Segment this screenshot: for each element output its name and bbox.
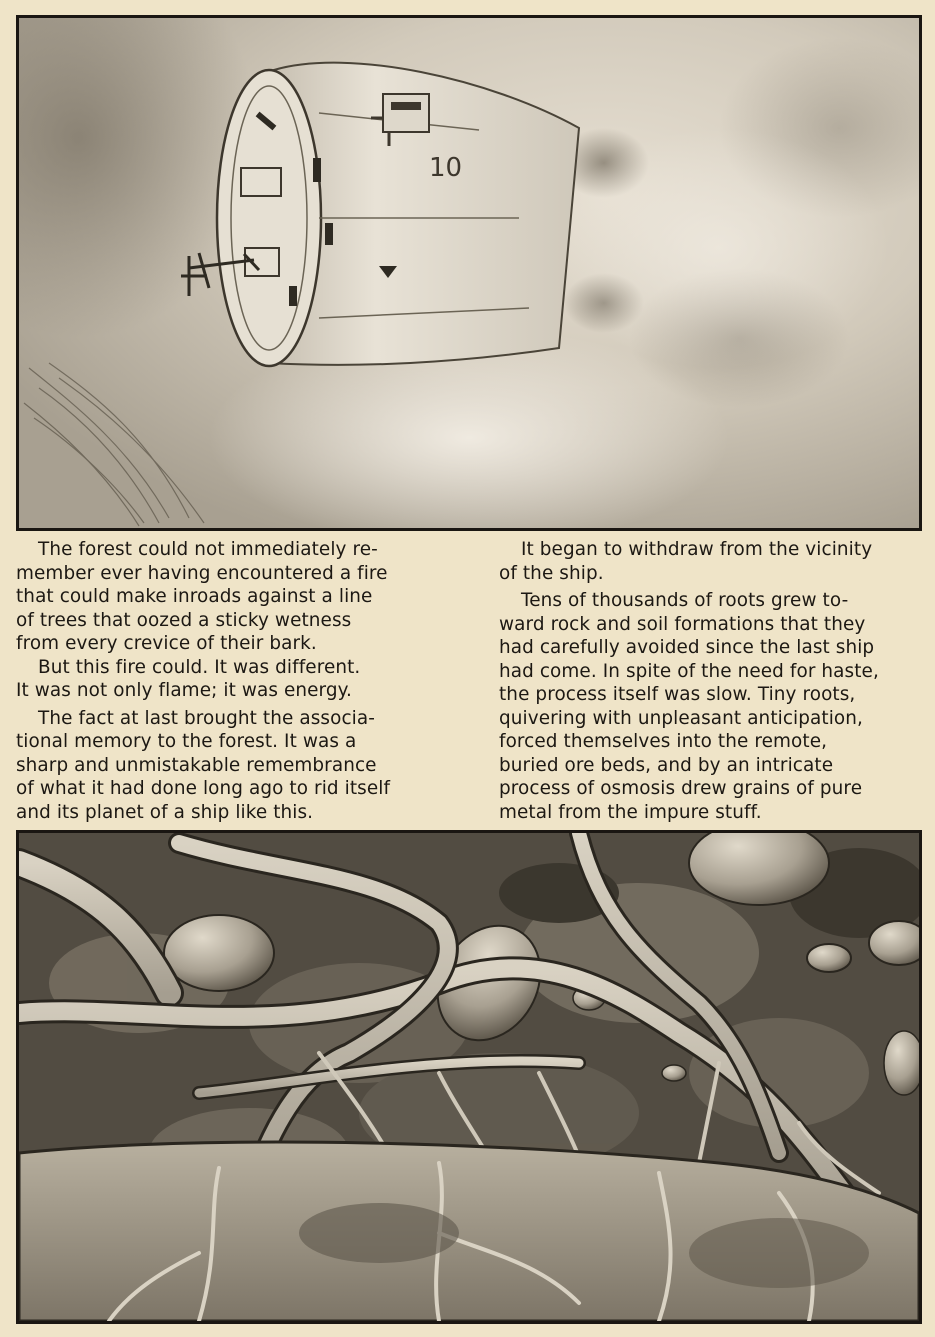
text-line: quivering with unpleasant anticipation,	[499, 707, 863, 729]
text-line: But this fire could. It was different.	[38, 656, 361, 678]
hull-number: 10	[429, 153, 463, 183]
port-light	[325, 223, 333, 245]
text-line: buried ore beds, and by an intricate	[499, 754, 834, 776]
ore-stone	[662, 1065, 686, 1081]
roots-scene	[19, 833, 919, 1321]
ship-nose	[217, 70, 321, 366]
text-line: of what it had done long ago to rid itself	[16, 778, 391, 799]
mound-shadow	[689, 1218, 869, 1288]
text-line: of trees that oozed a sticky wetness	[16, 609, 352, 631]
text-line: It began to withdraw from the vicinity	[521, 539, 873, 560]
ore-stone	[869, 921, 919, 965]
port-light	[289, 286, 297, 306]
text-column-left	[16, 538, 464, 824]
ore-stone	[164, 915, 274, 991]
paragraph	[16, 707, 464, 825]
paragraph	[16, 538, 464, 656]
paragraph	[499, 538, 929, 585]
port-light	[313, 158, 321, 182]
text-line: The fact at last brought the associa-	[38, 707, 375, 729]
text-line: Tens of thousands of roots grew to-	[521, 590, 849, 611]
spaceship	[181, 63, 579, 366]
text-line: sharp and unmistakable remembrance	[16, 754, 377, 776]
illustration-spaceship	[16, 15, 922, 531]
text-line: The forest could not immediately re-	[38, 539, 378, 560]
ore-stone	[884, 1031, 919, 1095]
text-column-right	[499, 538, 929, 824]
mist-glow	[549, 128, 889, 368]
paragraph	[16, 656, 464, 703]
text-line: and its planet of a ship like this.	[16, 801, 314, 823]
mound-shadow	[299, 1203, 459, 1263]
text-line: member ever having encountered a fire	[16, 562, 388, 584]
text-line: had carefully avoided since the last ship	[499, 637, 875, 658]
text-line: of the ship.	[499, 562, 604, 584]
text-line: that could make inroads against a line	[16, 586, 373, 607]
text-line: forced themselves into the remote,	[499, 731, 828, 752]
spaceship-scene	[19, 18, 919, 528]
text-line: ward rock and soil formations that they	[499, 613, 866, 635]
illustration-roots	[16, 830, 922, 1324]
text-line: process of osmosis drew grains of pure	[499, 778, 863, 799]
text-line: It was not only flame; it was energy.	[16, 680, 352, 701]
text-line: from every crevice of their bark.	[16, 633, 317, 654]
ore-stone	[807, 944, 851, 972]
text-line: the process itself was slow. Tiny roots,	[499, 684, 856, 705]
text-line: tional memory to the forest. It was a	[16, 731, 357, 752]
text-line: had come. In spite of the need for haste,	[499, 660, 879, 682]
text-line: metal from the impure stuff.	[499, 801, 762, 823]
paragraph	[499, 589, 929, 824]
